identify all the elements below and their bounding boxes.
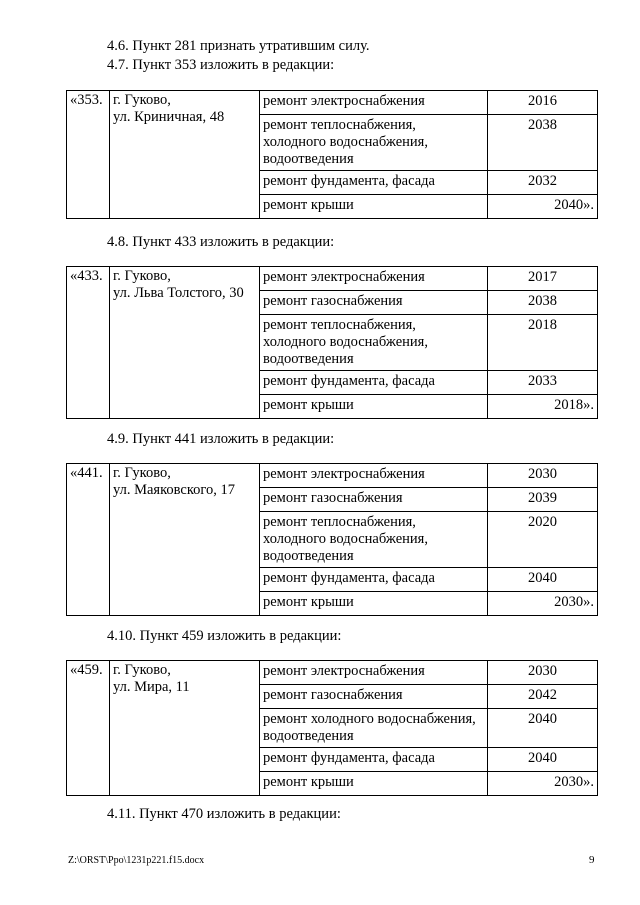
work-type: ремонт газоснабжения <box>260 685 488 709</box>
year: 2033 <box>488 371 598 395</box>
item-number: «353. <box>67 91 110 219</box>
address: г. Гуково, ул. Льва Толстого, 30 <box>110 267 260 419</box>
year: 2042 <box>488 685 598 709</box>
year: 2030 <box>488 464 598 488</box>
work-type: ремонт крыши <box>260 195 488 219</box>
table-item-459 <box>66 660 598 796</box>
year: 2030». <box>488 772 598 796</box>
work-type: ремонт теплоснабжения, холодного водоснабжения, водоотведения <box>260 315 488 371</box>
work-type: ремонт крыши <box>260 772 488 796</box>
work-type: ремонт теплоснабжения, холодного водоснабжения, водоотведения <box>260 512 488 568</box>
work-type: ремонт электроснабжения <box>260 91 488 115</box>
footer-file-path: Z:\ORST\Ppo\1231p221.f15.docx <box>68 855 205 866</box>
table-item-441 <box>66 463 598 616</box>
year: 2017 <box>488 267 598 291</box>
work-type: ремонт крыши <box>260 592 488 616</box>
paragraph-4-6: 4.6. Пункт 281 признать утратившим силу. <box>107 38 370 54</box>
year: 2018». <box>488 395 598 419</box>
work-type: ремонт газоснабжения <box>260 291 488 315</box>
work-type: ремонт электроснабжения <box>260 464 488 488</box>
table-row <box>67 464 598 488</box>
year: 2032 <box>488 171 598 195</box>
paragraph-4-9: 4.9. Пункт 441 изложить в редакции: <box>107 431 335 447</box>
year: 2040 <box>488 568 598 592</box>
paragraph-4-11: 4.11. Пункт 470 изложить в редакции: <box>107 806 341 822</box>
table-row <box>67 267 598 291</box>
year: 2038 <box>488 291 598 315</box>
paragraph-4-7: 4.7. Пункт 353 изложить в редакции: <box>107 57 335 73</box>
work-type: ремонт холодного водоснабжения, водоотведения <box>260 709 488 748</box>
paragraph-4-10: 4.10. Пункт 459 изложить в редакции: <box>107 628 342 644</box>
year: 2040 <box>488 748 598 772</box>
address: г. Гуково, ул. Маяковского, 17 <box>110 464 260 616</box>
year: 2040». <box>488 195 598 219</box>
year: 2040 <box>488 709 598 748</box>
work-type: ремонт крыши <box>260 395 488 419</box>
year: 2030». <box>488 592 598 616</box>
year: 2030 <box>488 661 598 685</box>
work-type: ремонт фундамента, фасада <box>260 748 488 772</box>
address: г. Гуково, ул. Криничная, 48 <box>110 91 260 219</box>
item-number: «433. <box>67 267 110 419</box>
work-type: ремонт фундамента, фасада <box>260 568 488 592</box>
year: 2039 <box>488 488 598 512</box>
work-type: ремонт газоснабжения <box>260 488 488 512</box>
work-type: ремонт фундамента, фасада <box>260 171 488 195</box>
year: 2016 <box>488 91 598 115</box>
work-type: ремонт электроснабжения <box>260 661 488 685</box>
table-item-433 <box>66 266 598 419</box>
year: 2038 <box>488 115 598 171</box>
table-item-353 <box>66 90 598 219</box>
paragraph-4-8: 4.8. Пункт 433 изложить в редакции: <box>107 234 335 250</box>
footer-page-number: 9 <box>589 854 595 866</box>
work-type: ремонт теплоснабжения, холодного водоснабжения, водоотведения <box>260 115 488 171</box>
address: г. Гуково, ул. Мира, 11 <box>110 661 260 796</box>
table-row <box>67 91 598 115</box>
table-row <box>67 661 598 685</box>
year: 2020 <box>488 512 598 568</box>
work-type: ремонт фундамента, фасада <box>260 371 488 395</box>
year: 2018 <box>488 315 598 371</box>
work-type: ремонт электроснабжения <box>260 267 488 291</box>
item-number: «459. <box>67 661 110 796</box>
item-number: «441. <box>67 464 110 616</box>
